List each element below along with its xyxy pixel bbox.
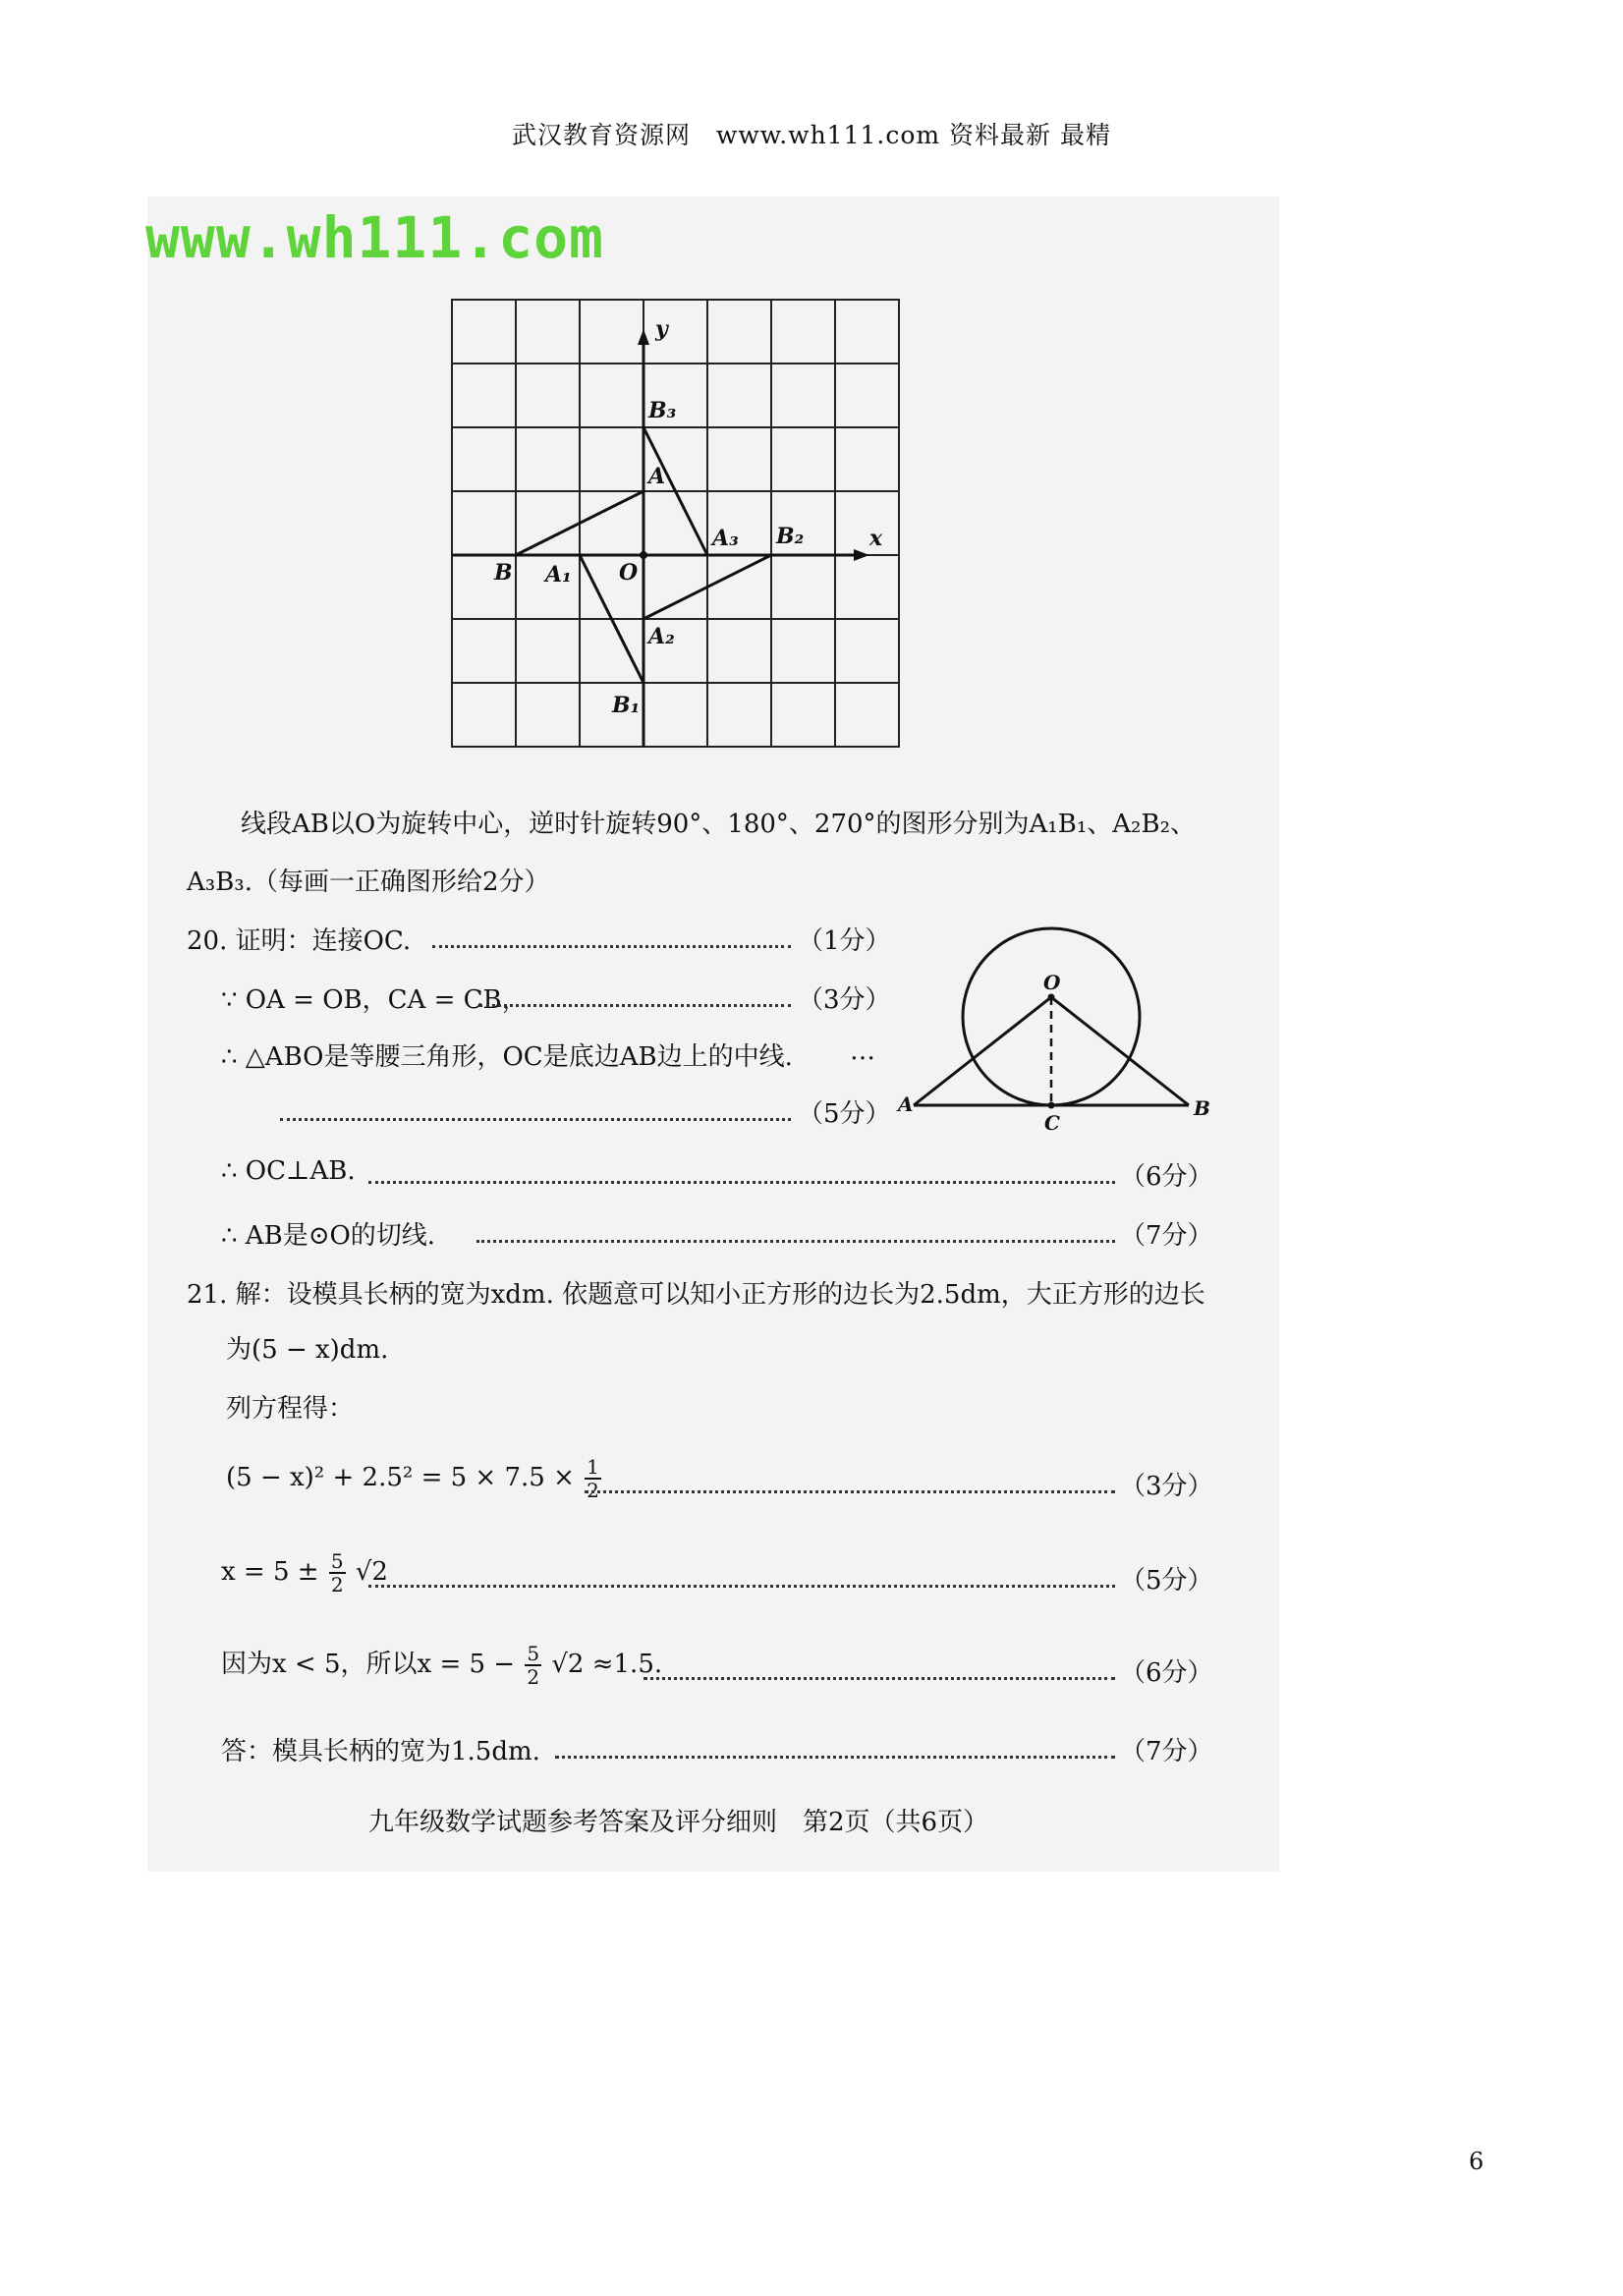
fraction-denominator: 2 [527, 1665, 540, 1689]
fraction-numerator: 5 [330, 1549, 344, 1573]
q21-line1: 21. 解：设模具长柄的宽为xdm. 依题意可以知小正方形的边长为2.5dm，大正方形的边长 [187, 1280, 1205, 1310]
leader-dots [479, 1004, 791, 1007]
label-B: B [494, 560, 513, 586]
rotation-description-line2: A₃B₃.（每画一正确图形给2分） [187, 868, 550, 897]
sqrt-two: √2 [355, 1557, 388, 1587]
y-axis-arrow [638, 329, 649, 345]
label-B1: B₁ [612, 693, 641, 718]
equation1-text: (5 − x)² + 2.5² = 5 × 7.5 × [226, 1463, 575, 1492]
origin-dot [640, 551, 647, 559]
fraction-numerator: 1 [587, 1455, 599, 1479]
q21-equation2 [221, 1550, 388, 1596]
leader-dots [555, 1756, 1115, 1759]
score-21-5: （5分） [1120, 1566, 1213, 1596]
q21-equation3 [221, 1643, 662, 1688]
q20-line2: ∵ OA = OB，CA = CB， [221, 985, 528, 1015]
fraction-denominator: 2 [587, 1479, 599, 1502]
label-A: A [898, 1092, 914, 1116]
segment-OB [1051, 997, 1189, 1105]
fraction-five-halves [329, 1550, 346, 1596]
x-axis-arrow [854, 549, 869, 561]
label-O: O [1043, 971, 1061, 994]
label-x: x [869, 526, 883, 551]
point-C [1048, 1102, 1055, 1109]
q21-answer: 答：模具长柄的宽为1.5dm. [221, 1737, 540, 1766]
score-5: （5分） [798, 1099, 891, 1129]
label-B: B [1194, 1096, 1210, 1120]
q20-line1: 20. 证明：连接OC. [187, 926, 412, 956]
rotation-description-line1: 线段AB以O为旋转中心，逆时针旋转90°、180°、270°的图形分别为A₁B₁、A₂B₂、 [241, 810, 1196, 839]
page-number: 6 [1469, 2148, 1484, 2175]
watermark-logo: www.wh111.com [145, 204, 604, 271]
label-A1: A₁ [545, 562, 572, 588]
leader-dots [280, 1118, 791, 1121]
leader-dots [585, 1490, 1115, 1493]
page-header: 武汉教育资源网 www.wh111.com 资料最新 最精 [512, 121, 1111, 149]
rotation-grid-figure [447, 295, 919, 756]
score-3: （3分） [798, 985, 891, 1015]
fraction-denominator: 2 [330, 1573, 344, 1596]
leader-dots [368, 1585, 1115, 1588]
leader-dots [476, 1240, 1115, 1243]
page-footer: 九年级数学试题参考答案及评分细则 第2页（共6页） [368, 1808, 989, 1837]
fraction-five-halves [525, 1643, 541, 1688]
score-7: （7分） [1120, 1221, 1213, 1251]
label-C: C [1044, 1111, 1060, 1135]
score-21-7: （7分） [1120, 1737, 1213, 1766]
sqrt-two: √2 [551, 1650, 585, 1679]
label-A3: A₃ [712, 526, 739, 551]
leader-dots [432, 945, 791, 948]
grid-lines [452, 300, 899, 747]
score-21-6: （6分） [1120, 1658, 1213, 1688]
leader-dots [644, 1677, 1115, 1680]
q21-line2: 为(5 − x)dm. [226, 1335, 389, 1365]
q20-line3-ellipsis: … [850, 1036, 875, 1066]
label-A2: A₂ [648, 624, 675, 649]
score-1: （1分） [798, 926, 891, 956]
point-O [1048, 994, 1055, 1001]
equation3-result: ≈1.5. [591, 1650, 663, 1679]
fraction-one-half [585, 1456, 601, 1501]
fraction-numerator: 5 [527, 1642, 540, 1665]
q21-equation1 [226, 1456, 603, 1501]
q20-line5: ∴ OC⊥AB. [221, 1156, 356, 1186]
equation2-text: x = 5 ± [221, 1557, 319, 1587]
label-O: O [619, 560, 639, 586]
label-B2: B₂ [776, 524, 805, 549]
leader-dots [368, 1181, 1115, 1184]
label-y: y [655, 316, 668, 342]
label-B3: B₃ [648, 398, 677, 423]
q20-line6: ∴ AB是⊙O的切线. [221, 1221, 436, 1251]
equation3-text: 因为x < 5，所以x = 5 − [221, 1650, 516, 1679]
score-21-3: （3分） [1120, 1472, 1213, 1501]
circle-tangent-figure [898, 919, 1218, 1135]
segment-OA [914, 997, 1051, 1105]
q20-line3: ∴ △ABO是等腰三角形，OC是底边AB边上的中线. [221, 1042, 793, 1072]
label-A: A [648, 464, 666, 489]
q21-line3: 列方程得： [226, 1394, 355, 1424]
score-6: （6分） [1120, 1162, 1213, 1192]
